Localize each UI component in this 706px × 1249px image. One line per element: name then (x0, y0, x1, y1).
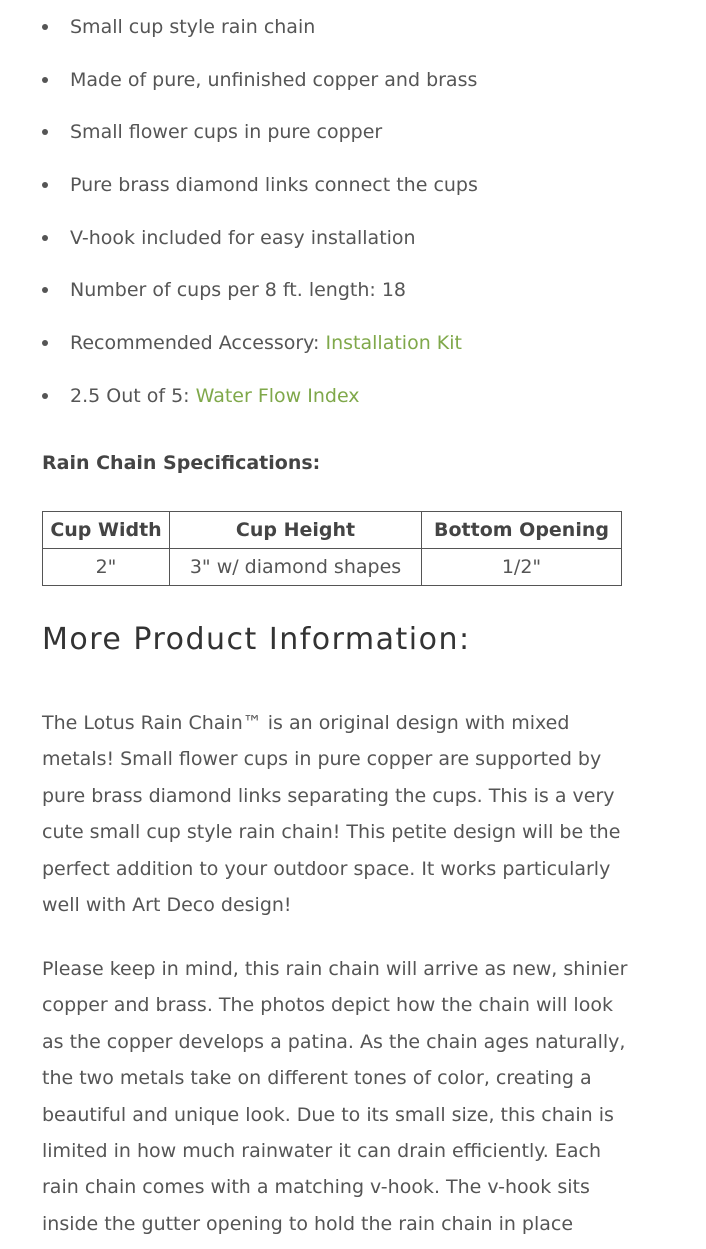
description-paragraph: The Lotus Rain Chain™ is an original design with mixed metals! Small flower cups in pure copper are supported by pure brass diamond links separating the cups. This is a very cute small cup style rain chain! This petite design will be the perfect addition to your outdoor space. It works particularly well with Art Deco design! (42, 712, 621, 917)
feature-text: Number of cups per 8 ft. length: 18 (70, 279, 406, 302)
list-item (42, 8, 478, 61)
feature-text: Recommended Accessory: (70, 332, 326, 355)
list-item (42, 271, 478, 324)
specifications-heading: Rain Chain Specifications: (42, 452, 321, 474)
bullet-icon (42, 24, 48, 30)
list-item (42, 324, 478, 377)
description-paragraph: Please keep in mind, this rain chain will arrive as new, shinier copper and brass. The photos depict how the chain will look as the copper develops a patina. As the chain ages naturally, the two metals take on different tones of color, creating a beautiful and unique look. Due to its small size, this chain is limited in how much rainwater it can drain efficiently. Each rain chain comes with a matching v-hook. The v-hook sits inside the gutter opening to hold the rain chain in place (42, 958, 628, 1235)
feature-text: Small cup style rain chain (70, 16, 316, 38)
more-info-title: More Product Information: (42, 622, 471, 657)
installation-kit-link[interactable]: Installation Kit (325, 332, 462, 355)
feature-text: 2.5 Out of 5: (70, 384, 196, 407)
bullet-icon (42, 340, 48, 346)
table-header-row (43, 512, 622, 549)
column-header-cup-height: Cup Height (170, 512, 422, 549)
feature-text: Small flower cups in pure copper (70, 121, 383, 144)
cell-cup-height: 3" w/ diamond shapes (170, 549, 422, 586)
list-item (42, 166, 478, 219)
cell-cup-width: 2" (43, 549, 170, 586)
bullet-icon (42, 129, 48, 135)
bullet-icon (42, 287, 48, 293)
bullet-icon (42, 235, 48, 241)
cell-bottom-opening: 1/2" (422, 549, 622, 586)
column-header-bottom-opening: Bottom Opening (422, 512, 622, 549)
bullet-icon (42, 393, 48, 399)
list-item (42, 61, 478, 114)
bullet-icon (42, 77, 48, 83)
bullet-icon (42, 182, 48, 188)
list-item (42, 219, 478, 272)
table-row (43, 549, 622, 586)
feature-list (42, 8, 478, 430)
water-flow-index-link[interactable]: Water Flow Index (195, 384, 360, 407)
list-item (42, 113, 478, 166)
specifications-table (42, 511, 622, 586)
list-item (42, 377, 478, 430)
column-header-cup-width: Cup Width (43, 512, 170, 549)
feature-text: Made of pure, unfinished copper and brass (70, 68, 478, 91)
feature-text: Pure brass diamond links connect the cups (70, 174, 478, 197)
feature-text: V-hook included for easy installation (70, 226, 416, 249)
